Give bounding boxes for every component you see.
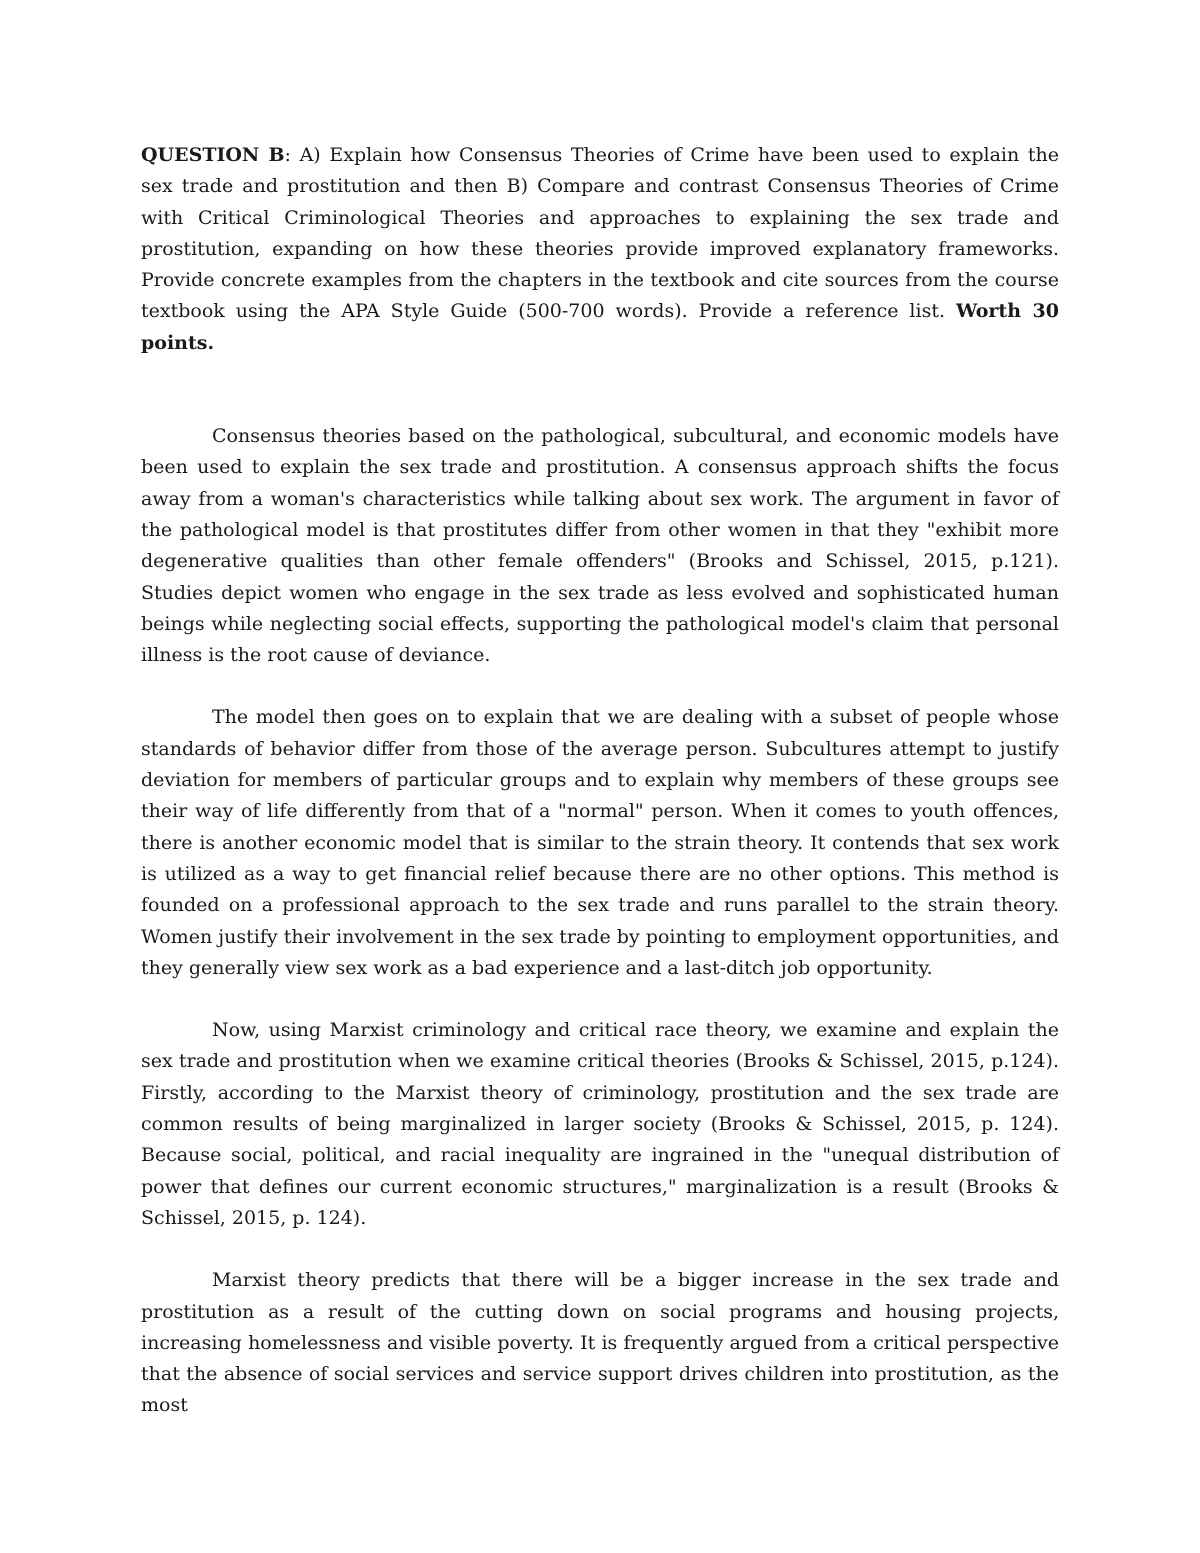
- document-page: [141, 140, 1059, 1453]
- paragraph-consensus-theories: Consensus theories based on the pathological, subcultural, and economic models have been used to explain the sex trade and prostitution. A consensus approach shifts the focus away from a woman's characteristics while talking about sex work. The argument in favor of the pathological model is that prostitutes differ from other women in that they "exhibit more degenerative qualities than other female offenders" (Brooks and Schissel, 2015, p.121). Studies depict women who engage in the sex trade as less evolved and sophisticated human beings while neglecting social effects, supporting the pathological model's claim that personal illness is the root cause of deviance.: [141, 425, 1059, 667]
- paragraph-marxist-predictions: Marxist theory predicts that there will be a bigger increase in the sex trade and prostitution as a result of the cutting down on social programs and housing projects, increasing homelessness and visible poverty. It is frequently argued from a critical perspective that the absence of social services and service support drives children into prostitution, as the most: [141, 1269, 1059, 1417]
- question-text: : A) Explain how Consensus Theories of Crime have been used to explain the sex trade and prostitution and then B) Compare and contrast Consensus Theories of Crime with Critical Criminological Theories and approaches to explaining the sex trade and prostitution, expanding on how these theories provide improved explanatory frameworks. Provide concrete examples from the chapters in the textbook and cite sources from the course textbook using the APA Style Guide (500-700 words). Provide a reference list.: [141, 144, 1059, 323]
- paragraph-marxist-criminology: Now, using Marxist criminology and critical race theory, we examine and explain the sex trade and prostitution when we examine critical theories (Brooks & Schissel, 2015, p.124). Firstly, according to the Marxist theory of criminology, prostitution and the sex trade are common results of being marginalized in larger society (Brooks & Schissel, 2015, p. 124). Because social, political, and racial inequality are ingrained in the "unequal distribution of power that defines our current economic structures," marginalization is a result (Brooks & Schissel, 2015, p. 124).: [141, 1019, 1059, 1229]
- question-label: QUESTION B: [141, 144, 285, 166]
- paragraph-subcultural-model: The model then goes on to explain that we are dealing with a subset of people whose standards of behavior differ from those of the average person. Subcultures attempt to justify deviation for members of particular groups and to explain why members of these groups see their way of life differently from that of a "normal" person. When it comes to youth offences, there is another economic model that is similar to the strain theory. It contends that sex work is utilized as a way to get financial relief because there are no other options. This method is founded on a professional approach to the sex trade and runs parallel to the strain theory. Women justify their involvement in the sex trade by pointing to employment opportunities, and they generally view sex work as a bad experience and a last-ditch job opportunity.: [141, 706, 1059, 979]
- question-prompt: [141, 140, 1059, 359]
- question-worth: Worth 30 points.: [141, 300, 1059, 354]
